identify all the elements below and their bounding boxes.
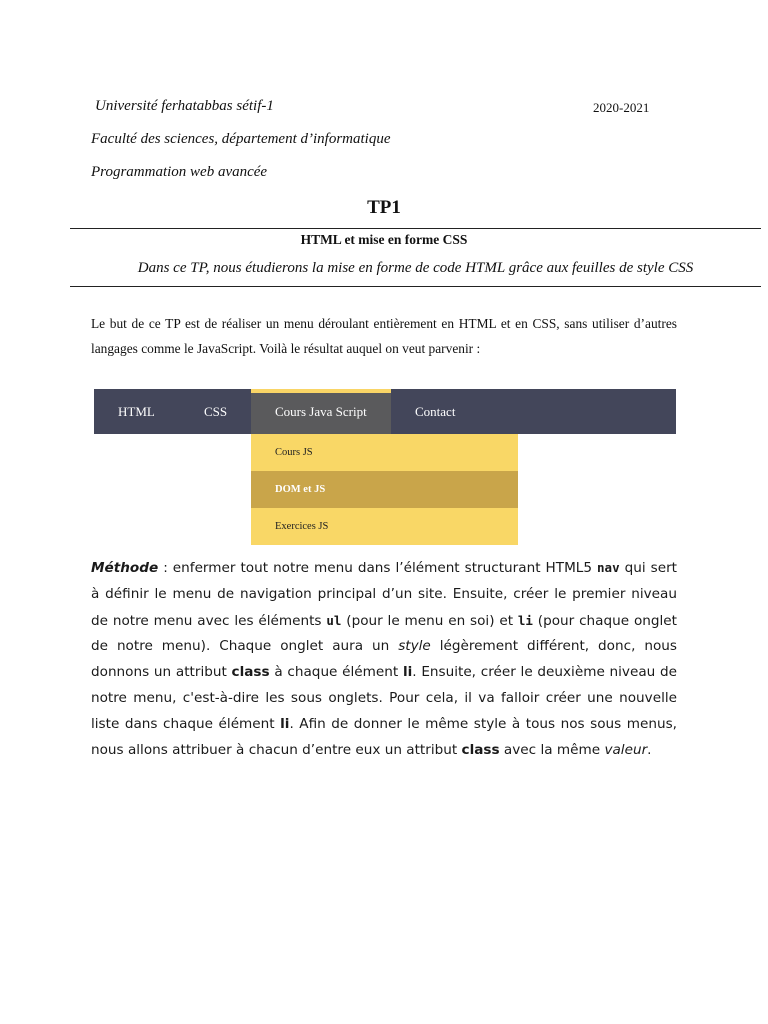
term-li: li <box>280 715 290 732</box>
method-text: à chaque élément <box>269 664 403 681</box>
academic-year: 2020-2021 <box>593 100 650 115</box>
method-label: Méthode <box>91 560 159 576</box>
term-li: li <box>402 664 413 681</box>
method-text: qui sert à définir le menu de navigation principal d’un site. Ensuite, créer le premier niveau de notre menu avec les éléments <box>91 560 677 629</box>
code-ul: ul <box>326 612 342 628</box>
goal-paragraph: Le but de ce TP est de réaliser un menu déroulant entièrement en HTML et en CSS, sans utiliser d’autres langages comme le JavaScript. Voilà le résultat auquel on veut parvenir : <box>91 316 677 356</box>
demo-menu-item-css: CSS <box>204 404 228 419</box>
page-title: TP1 <box>367 197 401 218</box>
course-name: Programmation web avancée <box>91 164 268 180</box>
term-class: class <box>461 741 500 758</box>
demo-menu-item-contact: Contact <box>415 404 456 419</box>
method-text: (pour le menu en soi) et <box>341 612 518 629</box>
method-text: . Afin de donner le même style à tous nos sous menus, nous allons attribuer à chacun d’entre eux un attribut <box>91 715 677 758</box>
term-valeur: valeur <box>604 741 648 758</box>
title-divider <box>70 228 761 229</box>
intro-divider <box>70 286 761 287</box>
demo-menu-item-js: Cours Java Script <box>251 389 391 434</box>
faculty-name: Faculté des sciences, département d’informatique <box>91 131 391 147</box>
method-text: avec la même <box>499 741 605 758</box>
page-subtitle: HTML et mise en forme CSS <box>300 232 468 247</box>
method-paragraph <box>91 555 677 763</box>
university-name: Université ferhatabbas sétif-1 <box>95 98 274 114</box>
demo-menu-item-html: HTML <box>118 404 155 419</box>
demo-submenu-item: Exercices JS <box>251 508 518 545</box>
method-text: . Ensuite, créer le deuxième niveau de notre menu, c'est-à-dire les sous onglets. Pour cela, il va falloir créer une nouvelle liste dans chaque élément <box>91 664 677 732</box>
code-nav: nav <box>597 560 620 575</box>
term-class: class <box>231 664 270 681</box>
intro-text: Dans ce TP, nous étudierons la mise en forme de code HTML grâce aux feuilles de style CSS <box>137 260 694 276</box>
method-text: (pour chaque onglet de notre menu). Chaque onglet aura un <box>91 612 677 655</box>
method-text: légèrement différent, donc, nous donnons un attribut <box>91 638 677 681</box>
code-li: li <box>517 612 533 628</box>
method-text: . <box>647 741 652 758</box>
term-style: style <box>398 638 431 655</box>
demo-submenu-item-highlighted: DOM et JS <box>251 471 518 508</box>
demo-submenu-item: Cours JS <box>251 434 518 471</box>
method-text: : enfermer tout notre menu dans l’élément structurant HTML5 <box>158 560 598 576</box>
demo-submenu <box>251 434 518 545</box>
